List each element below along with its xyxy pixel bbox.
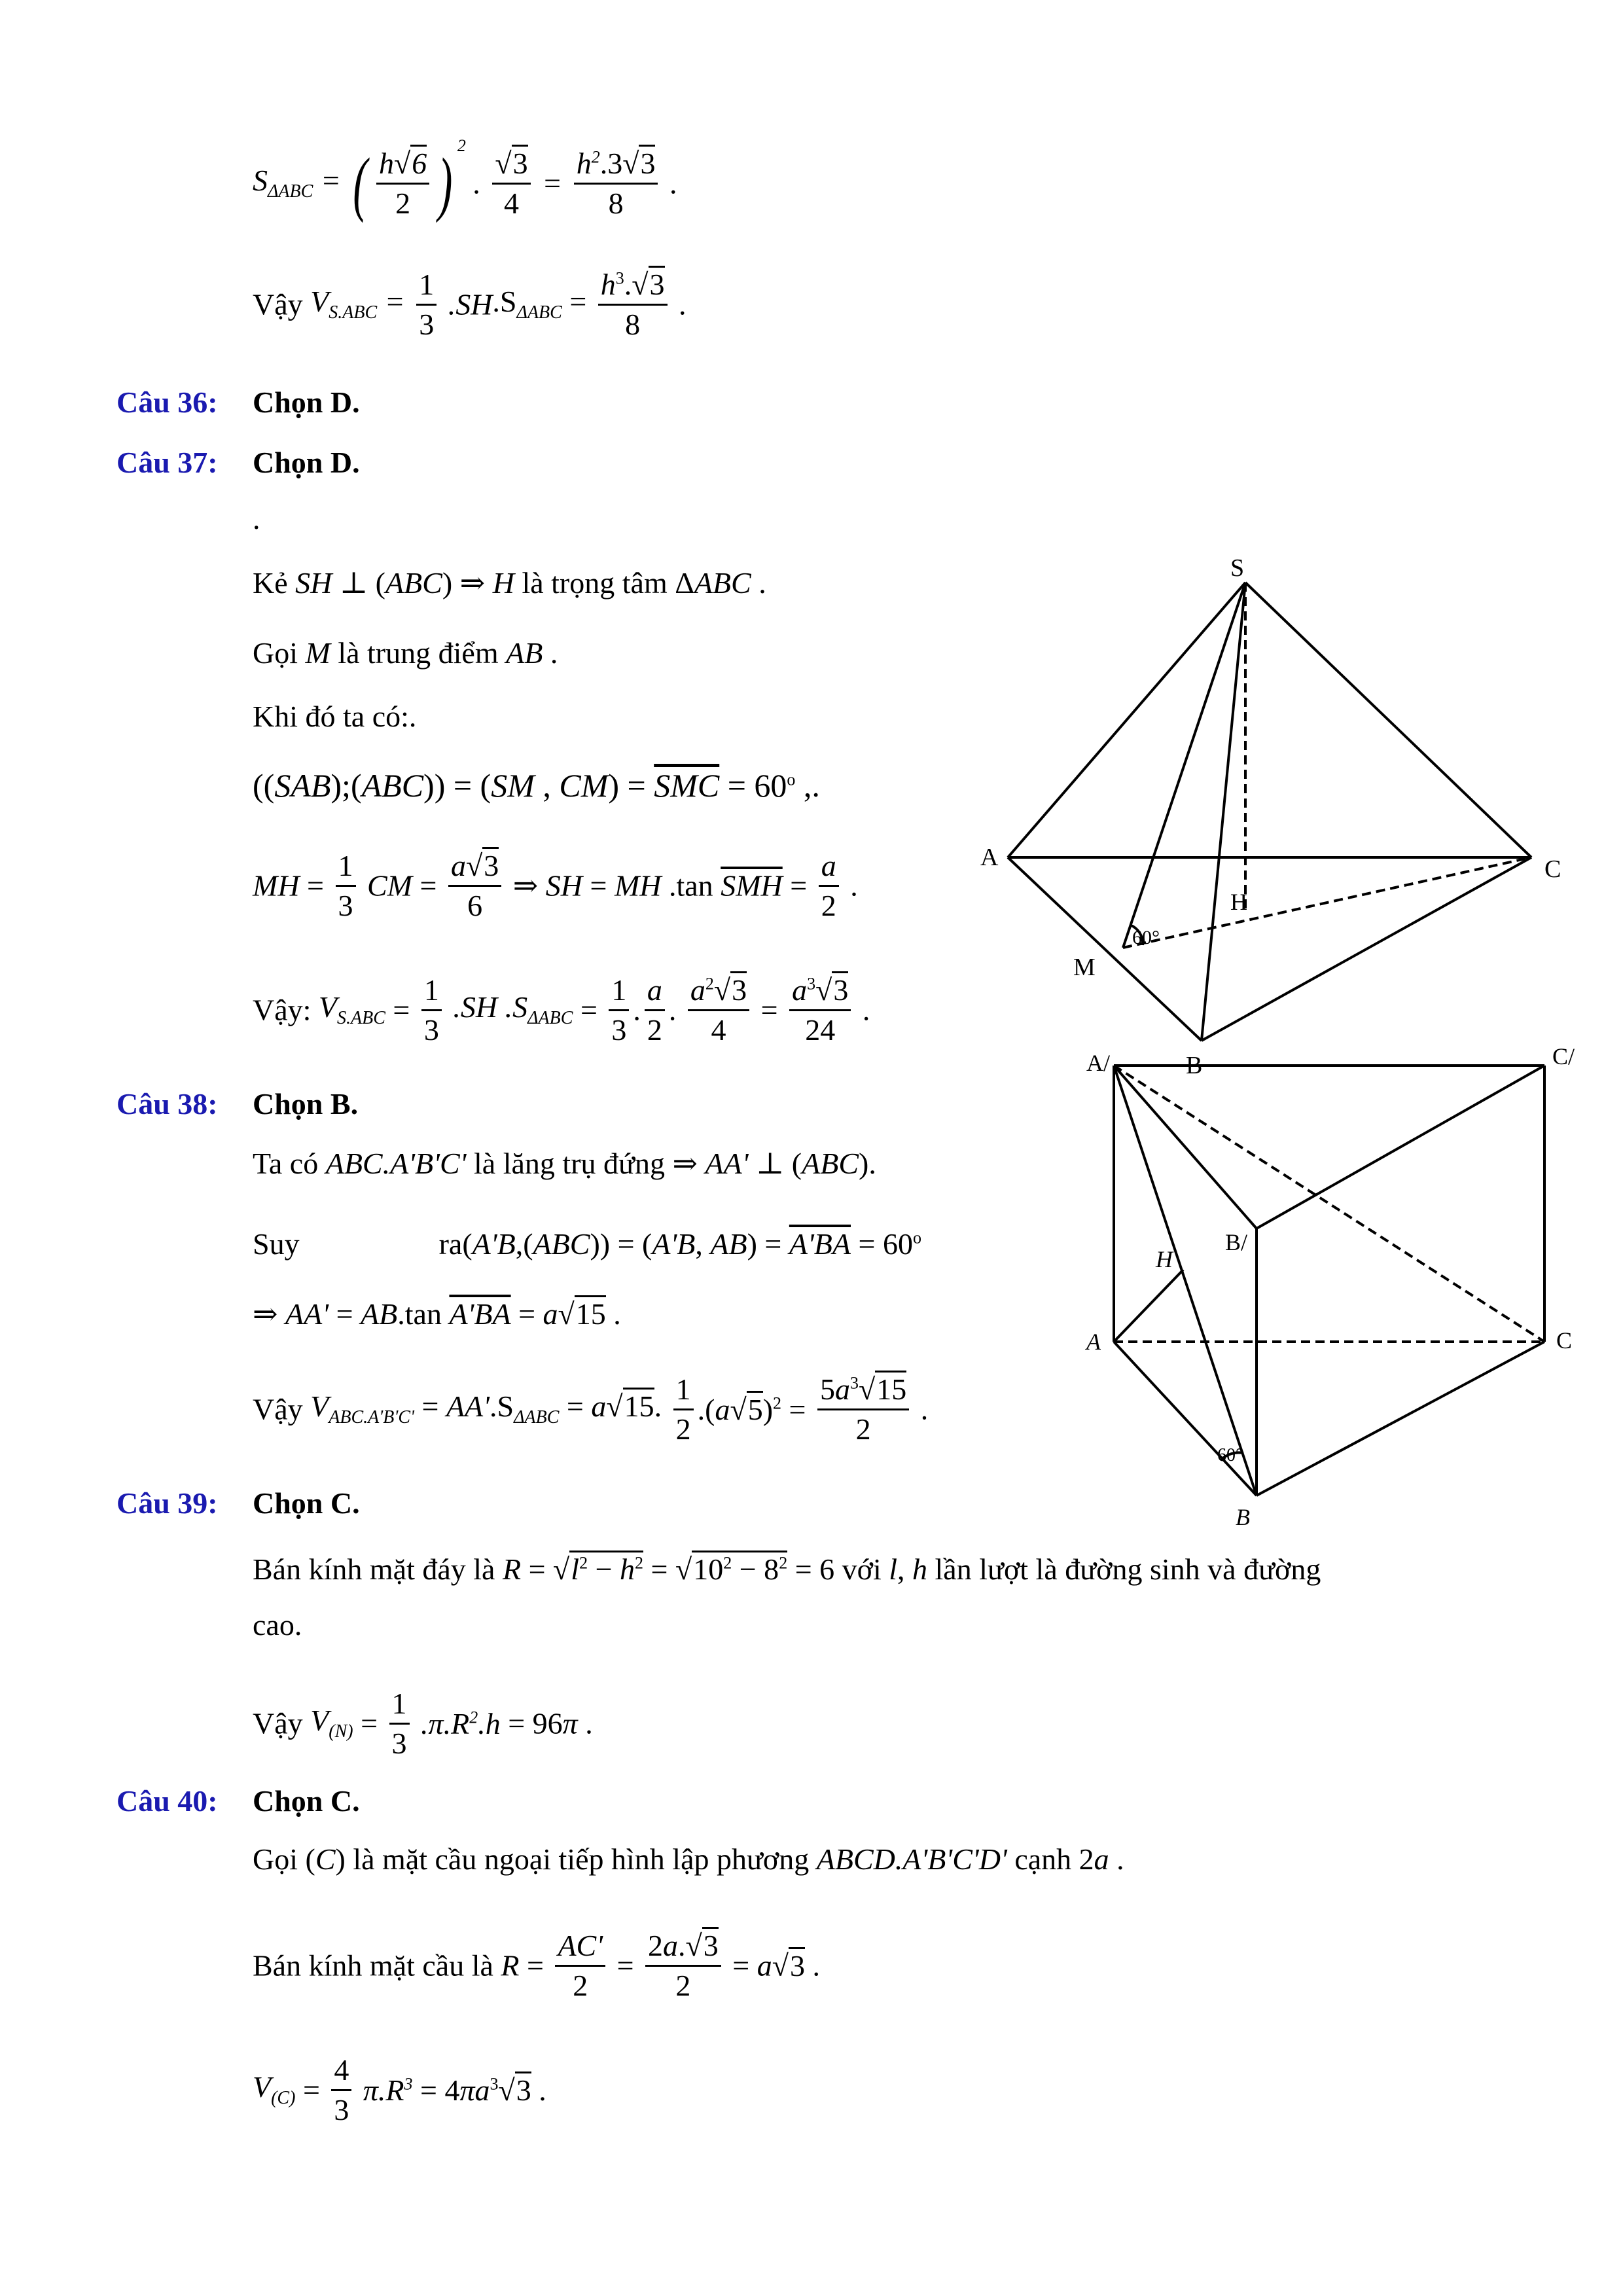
q37-dot: . xyxy=(253,502,260,535)
question-39-answer: Chọn C. xyxy=(253,1486,360,1520)
formula-area-abc: $S_{\Delta ABC}$ = ( $\frac{h√6}{2}$ ) $^2$ . $\frac{√3}{4}$ = $\frac{h^2.3√3}{8}$ . xyxy=(253,136,677,224)
question-38-answer: Chọn B. xyxy=(253,1087,359,1121)
label-c-prime: C/ xyxy=(1552,1043,1575,1069)
q39-line-1: Bán kính mặt đáy là $R = √l^2 - h^2 = √10^2 - 8^2 = 6$ với l, h lần lượt là đường sinh và đường xyxy=(253,1554,1321,1585)
q38-line-1: Ta có ABC.A'B'C' là lăng trụ đứng ⇒ AA' ⊥ (ABC). xyxy=(253,1147,876,1180)
pyramid-figure xyxy=(975,556,1564,1080)
question-39-label: Câu 39: xyxy=(116,1486,218,1520)
q37-angle-formula: ((SAB);(ABC)) = (SM , $CM) = \overline{SMC} = 60^o$ ,. xyxy=(253,767,820,804)
question-40-label: Câu 40: xyxy=(116,1784,218,1818)
label-c: C xyxy=(1556,1327,1573,1354)
label-a: A xyxy=(1086,1329,1101,1355)
formula-volume-1: Vậy $V_{S.ABC}$ = $\frac{1}{3}$ $.SH.S_{\Delta ABC}$ = $\frac{h^3.√3}{8}$ . xyxy=(253,270,687,340)
question-40-answer: Chọn C. xyxy=(253,1784,360,1818)
q37-line-3: Khi đó ta có:. xyxy=(253,700,417,733)
label-b: B xyxy=(1236,1504,1250,1530)
label-b: B xyxy=(1186,1052,1203,1079)
prism-figure xyxy=(1060,1041,1623,1538)
q38-line-2: Suy ra(A'B,(ABC)) = (A'B, $AB) = A'BA = 60^o$ xyxy=(253,1227,921,1261)
question-36-answer: Chọn D. xyxy=(253,386,360,419)
question-38-label: Câu 38: xyxy=(116,1087,218,1121)
label-m: M xyxy=(1073,954,1096,981)
q37-mh-formula: MH = $\frac{1}{3}$ CM = $\frac{a√3}{6}$ ⇒ SH = MH .tan $\overline{SMH}$ = $\frac{a}{2}$ . xyxy=(253,851,858,921)
label-angle-60: 60° xyxy=(1217,1445,1243,1465)
q38-volume: Vậy $V_{ABC.A'B'C'} = AA'.S_{\Delta ABC} = a√15$. $\frac{1}{2}$ $.(a√5)^2$ = $\frac{5a^3√15}{2}$ . xyxy=(253,1374,928,1444)
label-b-prime: B/ xyxy=(1225,1229,1248,1255)
question-37-label: Câu 37: xyxy=(116,446,218,479)
label-c: C xyxy=(1544,855,1561,883)
q37-volume: Vậy: $V_{S.ABC}$ = $\frac{1}{3}$ .SH $.S_{\Delta ABC}$ = $\frac{1}{3}$ . $\frac{a}{2}$ . $\frac{a^2√3}{4}$ = $\frac{a^3√3}{24}$ . xyxy=(253,975,870,1045)
q40-volume: $V_{(C)}$ = $\frac{4}{3}$ $\pi.R^3 = 4\pi a^3√3$ . xyxy=(253,2053,546,2126)
label-a: A xyxy=(980,844,999,871)
label-h: H xyxy=(1230,889,1247,915)
q40-line-2: Bán kính mặt cầu là R = $\frac{AC'}{2}$ = $\frac{2a.√3}{2}$ = a√3 . xyxy=(253,1931,820,2001)
label-angle-60: 60° xyxy=(1132,927,1160,948)
label-s: S xyxy=(1230,556,1245,582)
q40-line-1: Gọi (C) là mặt cầu ngoại tiếp hình lập phương ABCD.A'B'C'D' cạnh 2a . xyxy=(253,1842,1124,1876)
q39-line-2: cao. xyxy=(253,1608,302,1641)
question-37-answer: Chọn D. xyxy=(253,446,360,479)
q37-line-2: Gọi M là trung điểm AB . xyxy=(253,636,558,670)
label-a-prime: A/ xyxy=(1086,1050,1110,1076)
q37-line-1: Kẻ SH ⊥ (ABC) ⇒ H là trọng tâm ΔABC . xyxy=(253,566,766,600)
question-36-label: Câu 36: xyxy=(116,386,218,419)
q39-volume: Vậy $V_{(N)}$ = $\frac{1}{3}$ $.\pi.R^2.h = 96\pi$ . xyxy=(253,1687,593,1760)
q38-line-3: ⇒ AA' = AB.tan A'BA = a√15 . xyxy=(253,1299,621,1329)
label-h: H xyxy=(1156,1246,1173,1272)
